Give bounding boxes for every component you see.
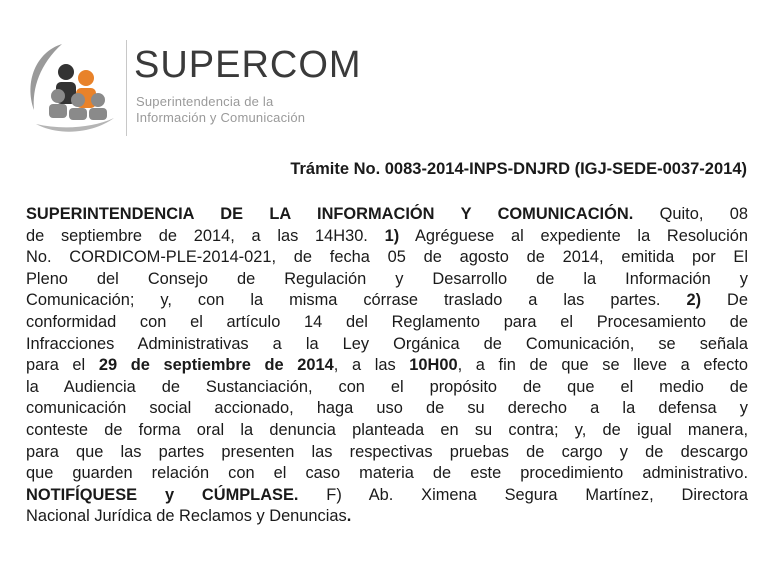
body-text-run: Infracciones Administrativas a la Ley Orgánica de Comunicación, se señala bbox=[26, 334, 748, 353]
body-text-run: Quito, 08 bbox=[633, 205, 748, 223]
body-text-bold: . bbox=[346, 507, 352, 526]
body-line bbox=[26, 463, 748, 485]
document-body bbox=[26, 204, 748, 528]
body-text-run: De bbox=[701, 291, 748, 310]
body-text-bold: SUPERINTENDENCIA DE LA INFORMACIÓN Y COMUNICACIÓN. bbox=[26, 205, 634, 223]
body-text-run: conteste de forma oral la denuncia planteada en su contra; y, de igual manera, bbox=[26, 420, 748, 439]
body-line bbox=[26, 226, 748, 248]
body-text-run: que guarden relación con el caso materia de este procedimiento administrativo. bbox=[26, 464, 748, 483]
body-line bbox=[26, 506, 748, 528]
body-line bbox=[26, 204, 748, 226]
body-line bbox=[26, 312, 748, 334]
body-text-bold: 2) bbox=[686, 291, 702, 310]
body-text-bold: 29 de septiembre de 2014 bbox=[98, 356, 334, 375]
body-text-run: , a fin de que se lleve a efecto bbox=[457, 356, 748, 375]
body-text-run: para que las partes presenten las respectivas pruebas de cargo y de descargo bbox=[26, 442, 748, 461]
body-text-run: para el bbox=[26, 356, 99, 375]
body-line bbox=[26, 485, 748, 507]
body-line bbox=[26, 355, 748, 377]
body-line bbox=[26, 377, 748, 399]
body-line bbox=[26, 420, 748, 442]
body-line bbox=[26, 269, 748, 291]
body-line bbox=[26, 290, 748, 312]
logo-divider bbox=[126, 40, 127, 136]
body-line bbox=[26, 247, 748, 269]
body-text-run: conformidad con el artículo 14 del Reglamento para el Procesamiento de bbox=[26, 312, 748, 331]
body-line bbox=[26, 334, 748, 356]
body-text-run: , a las bbox=[333, 356, 410, 375]
body-text-bold: 1) bbox=[384, 226, 400, 245]
body-text-run: comunicación social accionado, haga uso de su derecho a la defensa y bbox=[26, 399, 748, 418]
logo-title: SUPERCOM bbox=[134, 44, 362, 86]
body-text-bold: NOTIFÍQUESE y CÚMPLASE. bbox=[26, 485, 299, 504]
supercom-logo-icon bbox=[22, 38, 120, 138]
body-text-run: la Audiencia de Sustanciación, con el propósito de que el medio de bbox=[26, 377, 748, 396]
body-text-run: Nacional Jurídica de Reclamos y Denuncias bbox=[26, 507, 347, 526]
body-line bbox=[26, 442, 748, 464]
body-text-run: Agréguese al expediente la Resolución bbox=[399, 226, 748, 245]
body-line bbox=[26, 398, 748, 420]
tramite-number: Trámite No. 0083-2014-INPS-DNJRD (IGJ-SEDE-0037-2014) bbox=[290, 160, 747, 178]
body-text-run: Comunicación; y, con la misma córrase traslado a las partes. bbox=[26, 291, 687, 310]
body-text-run: F) Ab. Ximena Segura Martínez, Directora bbox=[298, 485, 748, 504]
body-text-bold: 10H00 bbox=[409, 356, 458, 375]
logo-subtitle bbox=[136, 94, 305, 126]
logo-subtitle-line1: Superintendencia de la bbox=[136, 94, 274, 109]
body-text-run: de septiembre de 2014, a las 14H30. bbox=[26, 226, 385, 245]
body-text-run: No. CORDICOM-PLE-2014-021, de fecha 05 de agosto de 2014, emitida por El bbox=[26, 248, 748, 267]
body-text-run: Pleno del Consejo de Regulación y Desarrollo de la Información y bbox=[26, 269, 748, 288]
logo-subtitle-line2: Información y Comunicación bbox=[136, 110, 306, 125]
